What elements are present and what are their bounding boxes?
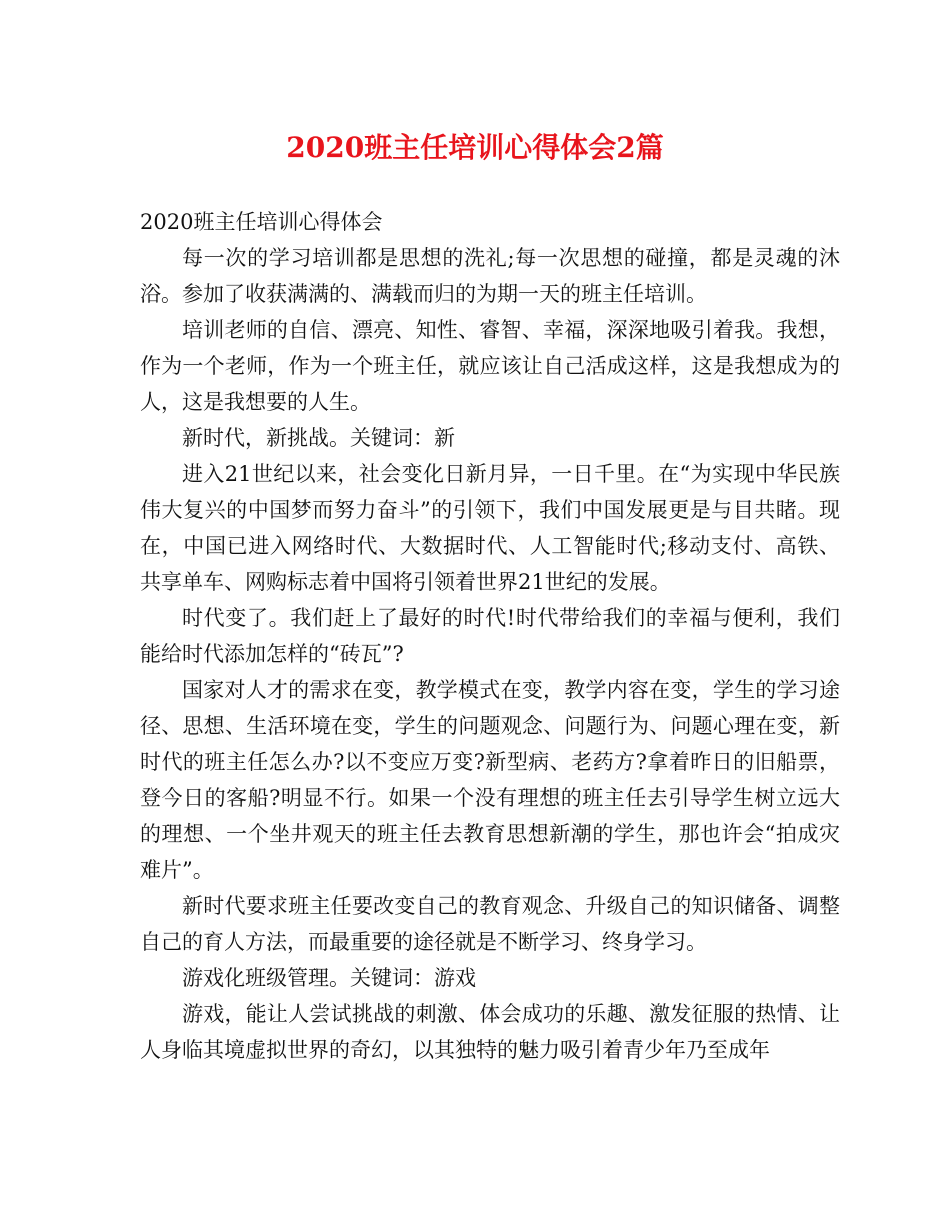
paragraph-4: 时代变了。我们赶上了最好的时代!时代带给我们的幸福与便利，我们能给时代添加怎样的“砖瓦”? <box>140 606 840 666</box>
paragraph-5: 国家对人才的需求在变，教学模式在变，教学内容在变，学生的学习途径、思想、生活环境在变，学生的问题观念、问题行为、问题心理在变，新时代的班主任怎么办?以不变应万变?新型病、老药方?拿着昨日的旧船票，登今日的客船?明显不行。如果一个没有理想的班主任去引导学生树立远大的理想、一个坐井观天的班主任去教育思想新潮的学生，那也许会“拍成灾难片”。 <box>140 678 840 882</box>
document-title: 2020班主任培训心得体会2篇 <box>286 131 664 164</box>
document-body <box>140 204 840 1068</box>
section-heading-new-era: 新时代，新挑战。关键词：新 <box>182 426 455 450</box>
paragraph-2: 培训老师的自信、漂亮、知性、睿智、幸福，深深地吸引着我。我想，作为一个老师，作为一个班主任，就应该让自己活成这样，这是我想成为的人，这是我想要的人生。 <box>140 318 840 414</box>
paragraph-3: 进入21世纪以来，社会变化日新月异，一日千里。在“为实现中华民族伟大复兴的中国梦而努力奋斗”的引领下，我们中国发展更是与目共睹。现在，中国已进入网络时代、大数据时代、人工智能时代;移动支付、高铁、共享单车、网购标志着中国将引领着世界21世纪的发展。 <box>140 462 840 594</box>
section-heading-gamification: 游戏化班级管理。关键词：游戏 <box>182 966 476 990</box>
paragraph-6: 新时代要求班主任要改变自己的教育观念、升级自己的知识储备、调整自己的育人方法，而最重要的途径就是不断学习、终身学习。 <box>140 894 840 954</box>
paragraph-7: 游戏，能让人尝试挑战的刺激、体会成功的乐趣、激发征服的热情、让人身临其境虚拟世界的奇幻，以其独特的魅力吸引着青少年乃至成年 <box>140 1002 840 1062</box>
paragraph-1: 每一次的学习培训都是思想的洗礼;每一次思想的碰撞，都是灵魂的沐浴。参加了收获满满的、满载而归的为期一天的班主任培训。 <box>140 246 840 306</box>
section-subtitle: 2020班主任培训心得体会 <box>140 210 383 234</box>
